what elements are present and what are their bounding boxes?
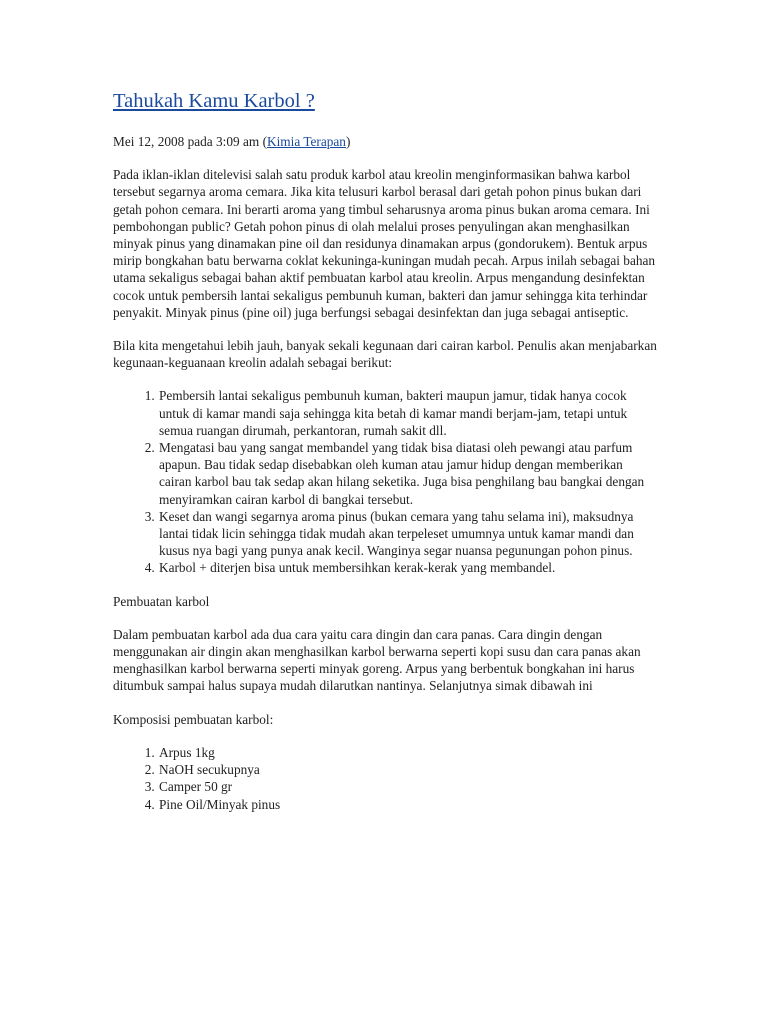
post-title-link[interactable]: Tahukah Kamu Karbol ? <box>113 90 315 112</box>
list-item: 3. Keset dan wangi segarnya aroma pinus (bukan cemara yang tahu selama ini), maksudnya lantai tidak licin sehingga tidak mudah akan terpeleset umumnya untuk kamar mandi dan kusus nya bagi yang punya anak kecil. Wanginya segar nuansa pegunungan pohon pinus. <box>158 508 658 560</box>
list-item: 3. Camper 50 gr <box>158 778 658 795</box>
post-title <box>113 88 658 114</box>
list-item: 4. Pine Oil/Minyak pinus <box>158 796 658 813</box>
uses-list <box>113 387 658 576</box>
document-page <box>113 88 658 813</box>
category-link[interactable]: Kimia Terapan <box>267 134 346 149</box>
list-item: 2. Mengatasi bau yang sangat membandel yang tidak bisa diatasi oleh pewangi atau parfum apapun. Bau tidak sedap disebabkan oleh kuman atau jamur hidup dengan memberikan cairan karbol bau tak sedap akan hilang seketika. Juga bisa penghilang bau bangkai dengan menyiramkan cairan karbol di bangkai tersebut. <box>158 439 658 508</box>
composition-heading: Komposisi pembuatan karbol: <box>113 711 274 727</box>
section-heading-pembuatan: Pembuatan karbol <box>113 593 210 609</box>
post-meta-close: ) <box>345 134 351 149</box>
post-meta <box>113 133 658 150</box>
post-date: Mei 12, 2008 pada 3:09 am ( <box>113 134 267 149</box>
list-item: 1. Pembersih lantai sekaligus pembunuh kuman, bakteri maupun jamur, tidak hanya cocok untuk di kamar mandi saja sehingga kita betah di kamar mandi berjam-jam, tetapi untuk semua ruangan dirumah, perkantoran, rumah sakit dll. <box>158 387 658 439</box>
list-item: 1. Arpus 1kg <box>158 744 658 761</box>
list-item: 4. Karbol + diterjen bisa untuk membersihkan kerak-kerak yang membandel. <box>158 559 658 576</box>
list-item: 2. NaOH secukupnya <box>158 761 658 778</box>
method-paragraph: Dalam pembuatan karbol ada dua cara yaitu cara dingin dan cara panas. Cara dingin dengan menggunakan air dingin akan menghasilkan karbol berwarna seperti kopi susu dan cara panas akan menghasilkan karbol berwarna seperti minyak goreng. Arpus yang berbentuk bongkahan ini harus ditumbuk sampai halus supaya mudah dilarutkan nantinya. Selanjutnya simak dibawah ini <box>113 626 641 694</box>
uses-intro-paragraph: Bila kita mengetahui lebih jauh, banyak sekali kegunaan dari cairan karbol. Penulis akan menjabarkan kegunaan-keguanaan kreolin adalah sebagai berikut: <box>113 338 657 371</box>
intro-paragraph: Pada iklan-iklan ditelevisi salah satu produk karbol atau kreolin menginformasikan bahwa karbol tersebut segarnya aroma cemara. Jika kita telusuri karbol berasal dari getah pohon pinus bukan dari getah pohon cemara. Ini berarti aroma yang timbul seharusnya aroma pinus bukan aroma cemara. Ini pembohongan public? Getah pohon pinus di olah melalui proses penyulingan akan menghasilkan minyak pinus yang dinamakan pine oil dan residunya dinamakan arpus (gondorukem). Bentuk arpus mirip bongkahan batu berwarna coklat kekuninga-kuningan mudah pecah. Arpus inilah sebagai bahan utama sekaligus sebagai bahan aktif pembuatan karbol atau kreolin. Arpus mengandung desinfektan cocok untuk pembersih lantai sekaligus pembunuh kuman, bakteri dan jamur sehingga kita terhindar penyakit. Minyak pinus (pine oil) juga berfungsi sebagai desinfektan dan juga sebagai antiseptic. <box>113 167 656 320</box>
ingredients-list <box>113 744 658 813</box>
